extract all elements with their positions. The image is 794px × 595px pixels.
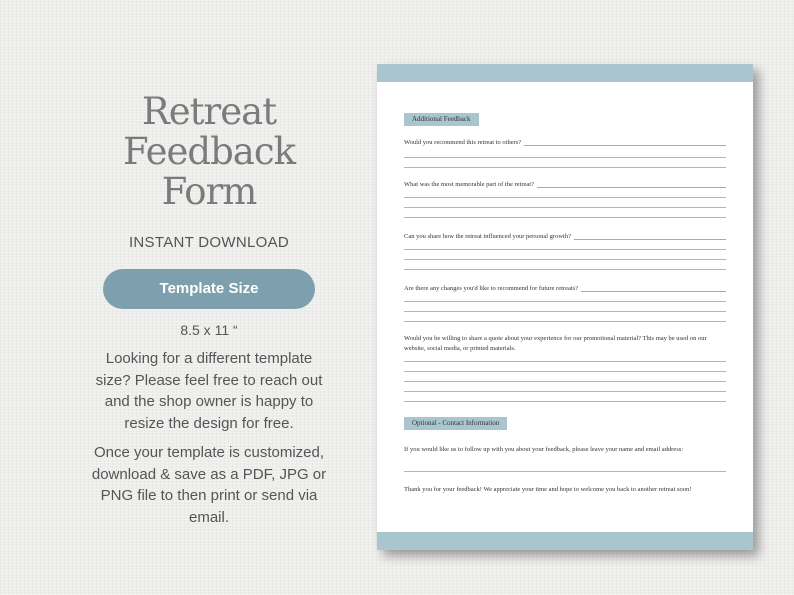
title-line-2: Feedback: [122, 130, 295, 173]
answer-line: [404, 301, 726, 302]
answer-line: [404, 321, 726, 322]
form-preview-document: [377, 64, 753, 550]
answer-line: [404, 381, 726, 382]
question-quote: Would you be willing to share a quote about your experience for our promotional material? This may be used on our website, social media, or printed materials.: [404, 335, 707, 352]
left-panel: [88, 92, 330, 528]
section-header-contact: Optional - Contact Information: [404, 417, 507, 430]
resize-info-text: Looking for a different template size? Please feel free to reach out and the shop owner is happy to resize the design for free.: [95, 350, 323, 432]
answer-line: [404, 197, 726, 198]
answer-line: [404, 471, 726, 472]
question-memorable: [404, 180, 726, 190]
answer-line: [404, 207, 726, 208]
answer-line: [581, 291, 726, 292]
answer-line: [404, 391, 726, 392]
answer-line: [404, 167, 726, 168]
instant-download-label: INSTANT DOWNLOAD: [128, 234, 290, 251]
answer-line: [404, 217, 726, 218]
answer-line: [404, 259, 726, 260]
answer-line: [537, 187, 726, 188]
question-text: Would you recommend this retreat to others?: [404, 139, 522, 146]
answer-line: [574, 239, 726, 240]
product-title: [88, 92, 330, 212]
answer-line: [404, 269, 726, 270]
question-text: Are there any changes you'd like to recommend for future retreats?: [404, 285, 579, 292]
question-personal-growth: [404, 232, 726, 242]
answer-line: [524, 145, 726, 146]
question-recommend: [404, 138, 726, 148]
title-line-3: Form: [161, 170, 257, 213]
template-size-button[interactable]: Template Size: [103, 269, 315, 309]
answer-line: [404, 371, 726, 372]
document-bottom-bar: [377, 532, 753, 550]
customize-info-text: Once your template is customized, download & save as a PDF, JPG or PNG file to then print or send via email.: [91, 444, 327, 526]
answer-line: [404, 311, 726, 312]
answer-line: [404, 361, 726, 362]
answer-line: [404, 401, 726, 402]
template-size-value: 8.5 x 11 “: [180, 322, 238, 338]
question-text: What was the most memorable part of the retreat?: [404, 181, 534, 188]
answer-line: [404, 157, 726, 158]
title-line-1: Retreat: [141, 90, 277, 133]
answer-line: [404, 249, 726, 250]
document-top-bar: [377, 64, 753, 82]
thank-you-note: Thank you for your feedback! We appreciate your time and hope to welcome you back to another retreat soon!: [404, 486, 692, 493]
question-text: Can you share how the retreat influenced your personal growth?: [404, 233, 571, 240]
question-changes: [404, 284, 726, 294]
contact-instructions: If you would like us to follow up with you about your feedback, please leave your name and email address:: [404, 446, 684, 453]
section-header-additional-feedback: Additional Feedback: [404, 113, 479, 126]
